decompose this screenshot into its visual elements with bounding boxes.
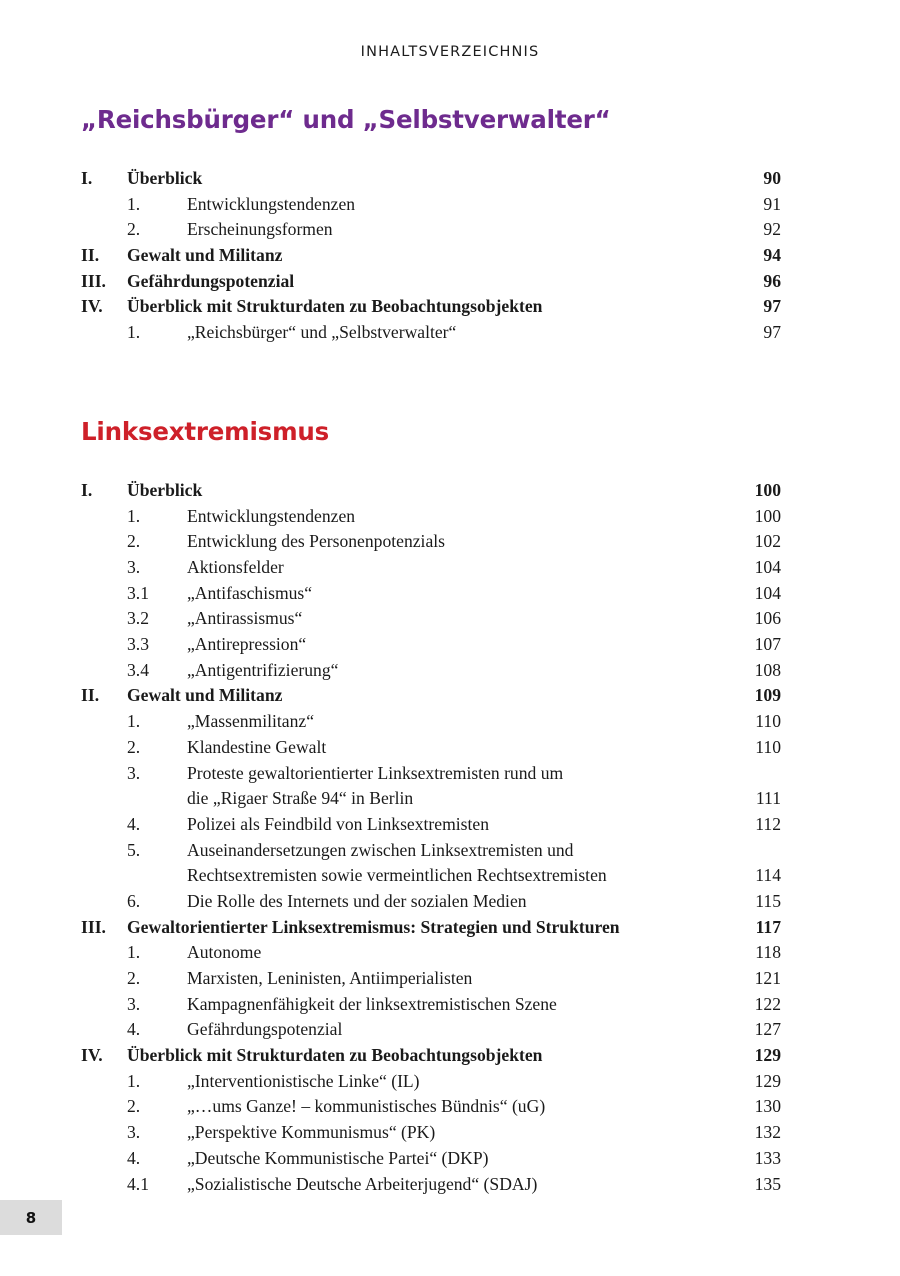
toc-entry[interactable]: [81, 504, 781, 530]
toc-entry[interactable]: [81, 320, 781, 346]
toc-entry-page-number: 132: [754, 1122, 781, 1143]
toc-entry-title: „Antirepression“: [187, 634, 307, 655]
toc-entry[interactable]: [81, 992, 781, 1018]
toc-entry-page-number: 94: [763, 245, 781, 265]
toc-entry[interactable]: [81, 529, 781, 555]
toc-entry-page-number: 107: [754, 634, 781, 655]
toc-entry-title: „Antifaschismus“: [187, 582, 313, 603]
toc-entry-page-number: 110: [755, 736, 781, 757]
toc-entry-title: [187, 761, 747, 812]
toc-entry-title: Gewalt und Militanz: [127, 245, 283, 265]
toc-entry-page-number: 129: [754, 1045, 781, 1066]
toc-entry-number: 6.: [127, 890, 141, 911]
toc-entry-title: „Sozialistische Deutsche Arbeiterjugend“ (SDAJ): [187, 1173, 538, 1194]
toc-entry[interactable]: [81, 243, 781, 269]
toc-entry-page-number: 104: [754, 582, 781, 603]
toc-entry-title: Polizei als Feindbild von Linksextremisten: [187, 813, 489, 834]
toc-entry-title: „…ums Ganze! – kommunistisches Bündnis“ (uG): [187, 1096, 546, 1117]
toc-section-linksextremismus: [81, 419, 781, 1197]
toc-entry-title: Die Rolle des Internets und der sozialen Medien: [187, 890, 527, 911]
toc-entry-page-number: 121: [754, 968, 781, 989]
toc-entry-number: 3.: [127, 993, 141, 1014]
toc-entry[interactable]: [81, 1017, 781, 1043]
toc-entry-number: III.: [81, 916, 106, 937]
toc-entry-page-number: 127: [754, 1019, 781, 1040]
toc-entry[interactable]: [81, 581, 781, 607]
toc-entry-number: 1.: [127, 505, 141, 526]
toc-entry-page-number: 117: [755, 916, 781, 937]
toc-entry-number: 4.: [127, 1019, 141, 1040]
toc-entry-title: Erscheinungsformen: [187, 219, 333, 240]
toc-entry-title: Gefährdungspotenzial: [187, 1019, 343, 1040]
toc-entry-title: „Antigentrifizierung“: [187, 659, 339, 680]
toc-entry-title: Gewalt und Militanz: [127, 685, 283, 706]
toc-entry-title: [187, 838, 747, 889]
toc-entry-number: IV.: [81, 296, 103, 317]
toc-entry-page-number: 96: [763, 270, 781, 291]
toc-entry-page-number: 112: [755, 813, 781, 834]
toc-entry-number: I.: [81, 167, 93, 188]
toc-entry-title: Entwicklung des Personenpotenzials: [187, 531, 445, 552]
toc-entry-number: 2.: [127, 968, 141, 989]
toc-entry-page-number: 135: [754, 1173, 781, 1194]
running-header: INHALTSVERZEICHNIS: [360, 44, 540, 60]
toc-entry-page-number: 104: [754, 557, 781, 577]
toc-entry-title: „Massenmilitanz“: [187, 711, 315, 732]
section-heading: „Reichsbürger“ und „Selbstverwalter“: [81, 105, 611, 134]
toc-entry-number: 3.3: [127, 634, 149, 655]
toc-entry-number: 2.: [127, 736, 141, 757]
toc-entry-number: 1.: [127, 711, 141, 732]
toc-entry-page-number: 114: [755, 865, 781, 886]
toc-entry-page-number: 100: [754, 479, 781, 500]
toc-entry-number: I.: [81, 479, 93, 500]
toc-entry-page-number: 90: [763, 167, 781, 188]
toc-section-reichsbuerger: [81, 107, 781, 346]
toc-entry[interactable]: [81, 735, 781, 761]
toc-entry-list: [81, 166, 781, 346]
toc-entry[interactable]: [81, 606, 781, 632]
toc-entry-title: „Interventionistische Linke“ (IL): [187, 1070, 420, 1091]
toc-entry[interactable]: [81, 294, 781, 320]
toc-entry-page-number: 97: [763, 296, 781, 317]
toc-entry[interactable]: [81, 217, 781, 243]
toc-entry-title: Aktionsfelder: [187, 557, 284, 577]
toc-entry-title: „Antirassismus“: [187, 608, 303, 629]
toc-entry[interactable]: [81, 1069, 781, 1095]
toc-entry-title-line1: Auseinandersetzungen zwischen Linksextremisten und: [187, 839, 574, 860]
toc-entry-number: 3.: [127, 1122, 141, 1143]
toc-entry-title: Gewaltorientierter Linksextremismus: Strategien und Strukturen: [127, 916, 620, 937]
toc-entry-page-number: 97: [763, 322, 781, 343]
toc-entry[interactable]: [81, 192, 781, 218]
toc-entry[interactable]: [81, 683, 781, 709]
toc-entry-title: Überblick: [127, 167, 203, 188]
toc-entry[interactable]: [81, 889, 781, 915]
toc-entry-list: [81, 478, 781, 1197]
toc-entry[interactable]: [81, 166, 781, 192]
toc-entry-page-number: 130: [754, 1096, 781, 1117]
toc-entry-title: Überblick mit Strukturdaten zu Beobachtungsobjekten: [127, 1045, 543, 1066]
toc-entry-number: 3.1: [127, 582, 149, 603]
toc-entry[interactable]: [81, 761, 781, 812]
toc-entry-page-number: 106: [754, 608, 781, 629]
toc-entry-page-number: 100: [754, 505, 781, 526]
toc-entry[interactable]: [81, 1146, 781, 1172]
toc-entry-number: 4.1: [127, 1173, 149, 1194]
folio-page-number: 8: [25, 1208, 37, 1227]
toc-entry-number: 4.: [127, 1147, 141, 1168]
toc-entry-page-number: 110: [755, 711, 781, 732]
section-heading: Linksextremismus: [81, 417, 330, 446]
toc-entry-title: Autonome: [187, 942, 262, 963]
toc-entry[interactable]: [81, 966, 781, 992]
toc-entry[interactable]: [81, 1120, 781, 1146]
toc-entry[interactable]: [81, 940, 781, 966]
toc-entry-title: „Reichsbürger“ und „Selbstverwalter“: [187, 322, 457, 343]
toc-entry-page-number: 92: [763, 219, 781, 240]
toc-entry-page-number: 109: [754, 685, 781, 706]
toc-entry-page-number: 111: [755, 788, 781, 809]
toc-entry-page-number: 91: [763, 193, 781, 214]
toc-entry[interactable]: [81, 478, 781, 504]
toc-entry-page-number: 118: [755, 942, 781, 963]
toc-entry-number: II.: [81, 245, 100, 265]
toc-entry[interactable]: [81, 915, 781, 941]
toc-entry-title: Überblick mit Strukturdaten zu Beobachtungsobjekten: [127, 296, 543, 317]
toc-entry[interactable]: [81, 838, 781, 889]
toc-entry[interactable]: [81, 812, 781, 838]
toc-entry-title: Gefährdungspotenzial: [127, 270, 295, 291]
folio-page-number-box: [0, 1200, 62, 1235]
toc-entry[interactable]: [81, 1043, 781, 1069]
toc-entry-title: Überblick: [127, 479, 203, 500]
toc-entry-number: 3.4: [127, 659, 149, 680]
toc-entry-title: Entwicklungstendenzen: [187, 193, 356, 214]
toc-entry-title-line1: Proteste gewaltorientierter Linksextremisten rund um: [187, 762, 564, 783]
toc-entry[interactable]: [81, 632, 781, 658]
toc-entry-page-number: 122: [754, 993, 781, 1014]
toc-entry-number: 1.: [127, 322, 141, 343]
toc-entry-number: 4.: [127, 813, 141, 834]
toc-entry-number: 2.: [127, 1096, 141, 1117]
toc-entry-title: Klandestine Gewalt: [187, 736, 327, 757]
toc-entry-title: Entwicklungstendenzen: [187, 505, 356, 526]
toc-entry-number: 2.: [127, 531, 141, 552]
toc-entry-number: III.: [81, 270, 106, 291]
toc-entry-title: Marxisten, Leninisten, Antiimperialisten: [187, 968, 473, 989]
toc-entry[interactable]: [81, 269, 781, 295]
toc-entry-number: 5.: [127, 839, 141, 860]
toc-entry-number: IV.: [81, 1045, 103, 1066]
toc-entry-page-number: 102: [754, 531, 781, 552]
toc-entry[interactable]: [81, 658, 781, 684]
toc-entry-title-line2: die „Rigaer Straße 94“ in Berlin: [187, 788, 414, 809]
toc-entry-number: 2.: [127, 219, 141, 240]
toc-entry-title: „Deutsche Kommunistische Partei“ (DKP): [187, 1147, 489, 1168]
toc-entry-title: „Perspektive Kommunismus“ (PK): [187, 1122, 436, 1143]
toc-entry-number: 1.: [127, 942, 141, 963]
toc-entry-number: 3.2: [127, 608, 149, 629]
toc-entry[interactable]: [81, 1094, 781, 1120]
toc-entry-number: 1.: [127, 193, 141, 214]
toc-entry-title-line2: Rechtsextremisten sowie vermeintlichen Rechtsextremisten: [187, 865, 607, 886]
toc-entry-title: Kampagnenfähigkeit der linksextremistischen Szene: [187, 993, 557, 1014]
toc-entry-number: 3.: [127, 557, 141, 577]
toc-entry[interactable]: [81, 1172, 781, 1198]
toc-entry-number: II.: [81, 685, 100, 706]
toc-entry-page-number: 133: [754, 1147, 781, 1168]
toc-entry-page-number: 129: [754, 1070, 781, 1091]
toc-entry[interactable]: [81, 555, 781, 581]
toc-entry[interactable]: [81, 709, 781, 735]
toc-entry-page-number: 115: [755, 890, 781, 911]
toc-entry-number: 1.: [127, 1070, 141, 1091]
toc-entry-page-number: 108: [754, 659, 781, 680]
toc-entry-number: 3.: [127, 762, 141, 783]
